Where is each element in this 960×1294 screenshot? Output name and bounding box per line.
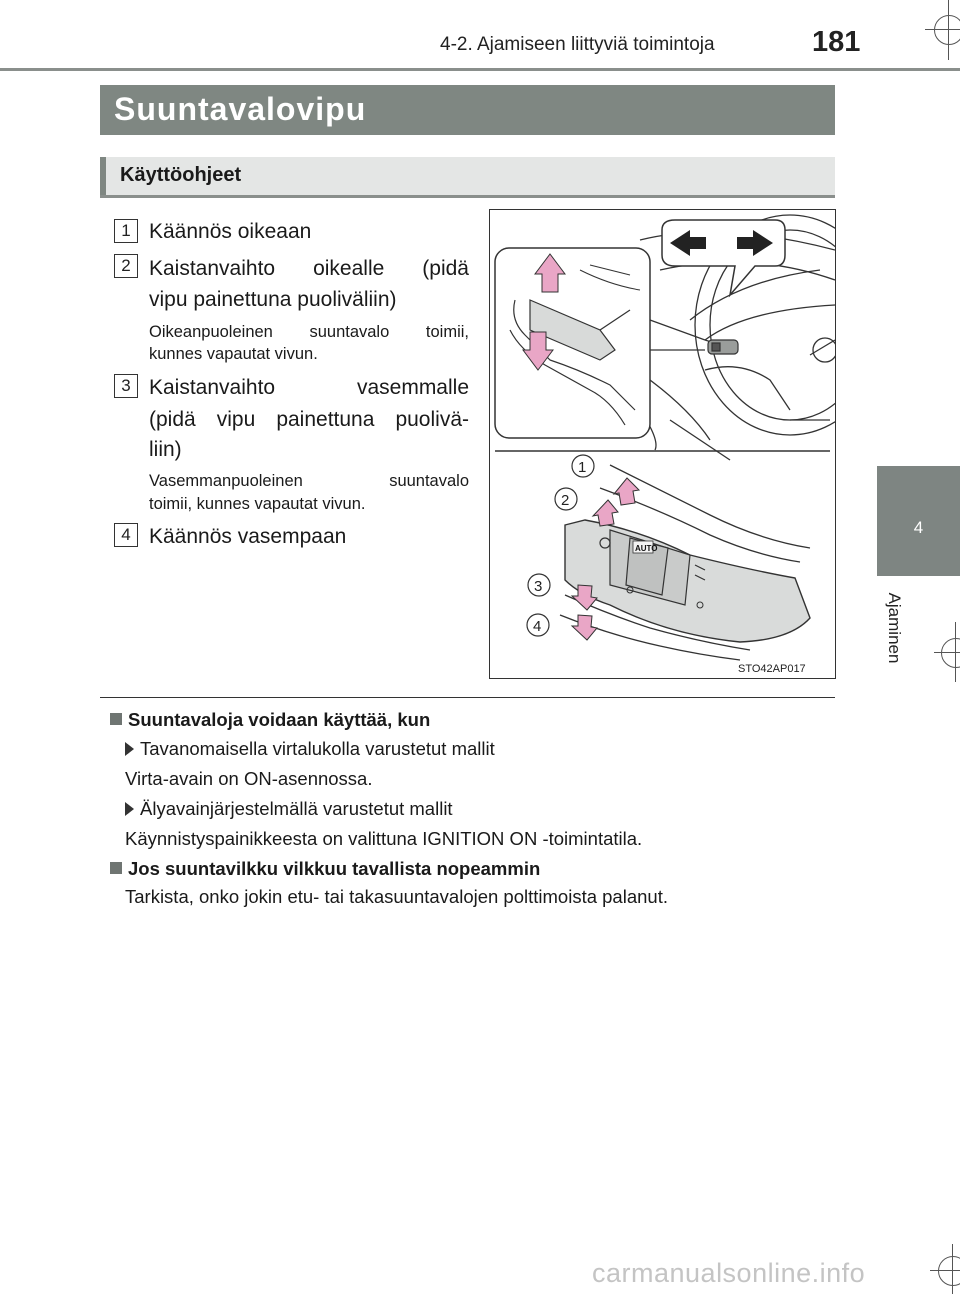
lever-down-arrow-4-icon xyxy=(572,615,597,640)
svg-text:3: 3 xyxy=(534,578,543,595)
triangle-bullet-icon xyxy=(125,742,134,756)
note-1-heading-text: Suuntavaloja voidaan käyttää, kun xyxy=(128,709,431,730)
note-1-heading xyxy=(110,709,430,731)
direction-bubble xyxy=(662,220,785,295)
item-2-text-line2: vipu painettuna puoliväliin) xyxy=(149,288,397,311)
section-divider xyxy=(100,697,835,698)
hand-inset xyxy=(495,248,705,438)
item-number-3: 3 xyxy=(114,374,138,398)
item-1-text: Käännös oikeaan xyxy=(149,220,312,243)
item-4-text: Käännös vasempaan xyxy=(149,525,347,548)
figure-code: STO42AP017 xyxy=(738,663,806,675)
figure-illustration xyxy=(490,210,835,678)
header-rule xyxy=(0,68,960,71)
square-bullet-icon xyxy=(110,862,122,874)
note-2-line-1: Tarkista, onko jokin etu- tai takasuuntavalojen polttimoista palanut. xyxy=(125,886,668,907)
item-2-text-line1: Kaistanvaihto oikealle (pidä xyxy=(149,257,469,280)
item-3-text-line3: liin) xyxy=(149,438,182,461)
title-bar xyxy=(100,85,835,135)
item-number-4: 4 xyxy=(114,523,138,547)
item-number-2: 2 xyxy=(114,254,138,278)
chapter-number: 4 xyxy=(913,518,924,537)
chapter-name: Ajaminen xyxy=(885,592,904,664)
note-2-heading-text: Jos suuntavilkku vilkkuu tavallista nopeammin xyxy=(128,858,541,879)
item-2-note-line2: kunnes vapautat vivun. xyxy=(149,345,318,363)
note-1-line-1-text: Tavanomaisella virtalukolla varustetut mallit xyxy=(140,738,495,759)
running-header: 4-2. Ajamiseen liittyviä toimintoja xyxy=(440,34,715,55)
page-number: 181 xyxy=(812,26,861,58)
section-accent xyxy=(100,157,106,195)
item-number-1: 1 xyxy=(114,219,138,243)
svg-text:4: 4 xyxy=(533,618,542,635)
triangle-bullet-icon xyxy=(125,802,134,816)
note-1-line-1 xyxy=(125,738,495,760)
item-2-note-line1: Oikeanpuoleinen suuntavalo toimii, xyxy=(149,323,469,341)
lever-stub xyxy=(705,340,738,354)
section-heading: Käyttöohjeet xyxy=(120,164,242,186)
page-title: Suuntavalovipu xyxy=(114,91,367,127)
item-3-note-line1: Vasemmanpuoleinen suuntavalo xyxy=(149,472,469,490)
lever-closeup xyxy=(527,455,810,660)
note-2-heading xyxy=(110,858,540,880)
section-bar xyxy=(100,157,835,198)
callout-2 xyxy=(555,488,577,510)
svg-text:2: 2 xyxy=(561,492,570,509)
item-3-note-line2: toimii, kunnes vapautat vivun. xyxy=(149,495,366,513)
watermark: carmanualsonline.info xyxy=(592,1258,866,1288)
chapter-tab xyxy=(877,466,960,576)
note-1-line-4: Käynnistyspainikkeesta on valittuna IGNITION ON -toimintatila. xyxy=(125,828,643,849)
turn-signal-figure xyxy=(489,209,836,679)
callout-1 xyxy=(572,455,594,477)
note-1-line-3-text: Älyavainjärjestelmällä varustetut mallit xyxy=(140,798,453,819)
note-1-line-2: Virta-avain on ON-asennossa. xyxy=(125,768,373,789)
auto-label: AUTO xyxy=(635,544,658,553)
chapter-label xyxy=(879,586,909,670)
item-3-text-line2: (pidä vipu painettuna puolivä- xyxy=(149,408,469,431)
callout-3 xyxy=(528,574,550,596)
callout-4 xyxy=(527,614,549,636)
note-1-line-3 xyxy=(125,798,453,820)
square-bullet-icon xyxy=(110,713,122,725)
item-3-text-line1: Kaistanvaihto vasemmalle xyxy=(149,376,469,399)
svg-text:1: 1 xyxy=(578,459,587,476)
